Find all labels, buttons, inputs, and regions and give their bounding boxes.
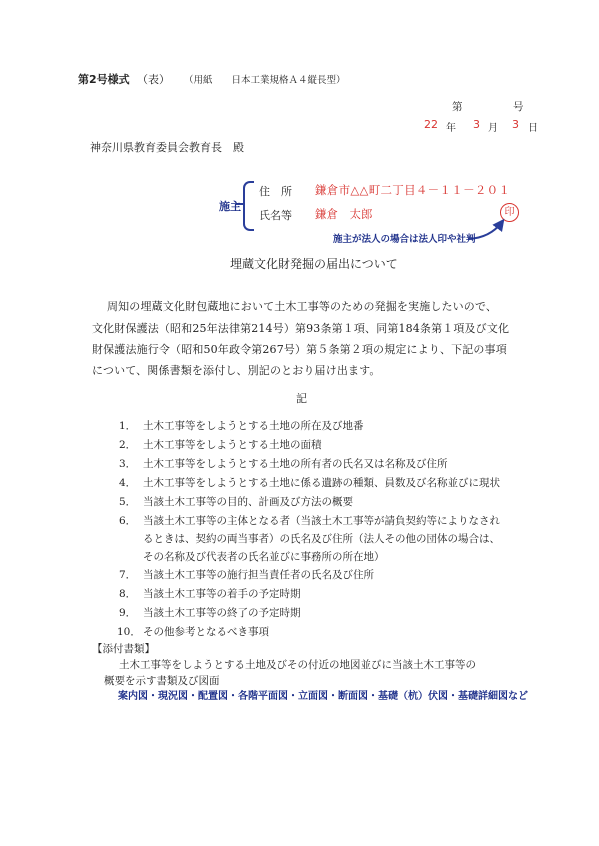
ki-heading: 記 — [296, 392, 307, 405]
item-text-continued: その名称及び代表者の氏名並びに事務所の所在地） — [143, 551, 385, 563]
item-number: 5． — [119, 496, 137, 508]
doc-number-gou: 号 — [513, 101, 524, 113]
item-number: 2． — [119, 439, 137, 451]
item-text: 土木工事等をしようとする土地の所在及び地番 — [143, 420, 364, 432]
item-text: 当該土木工事等の目的、計画及び方法の概要 — [143, 496, 353, 508]
doc-number-dai: 第 — [452, 101, 463, 113]
item-number: 3． — [119, 458, 137, 470]
date-day: 3 — [512, 118, 519, 131]
addressee: 神奈川県教育委員会教育長 殿 — [90, 141, 244, 154]
seal-note: 施主が法人の場合は法人印や社判 — [333, 234, 476, 245]
date-year-unit: 年 — [446, 123, 456, 134]
item-text: 土木工事等をしようとする土地の面積 — [143, 439, 322, 451]
attachments-line-1: 土木工事等をしようとする土地及びその付近の地図並びに当該土木工事等の — [119, 659, 476, 671]
item-number: 8． — [119, 588, 137, 600]
attachments-heading: 【添付書類】 — [92, 643, 155, 655]
item-text-continued: るときは、契約の両当事者）の氏名及び住所（法人その他の団体の場合は、 — [143, 533, 500, 545]
name-value: 鎌倉 太郎 — [315, 207, 373, 221]
item-text: その他参考となるべき事項 — [143, 626, 269, 638]
item-number: 7． — [119, 569, 137, 581]
date-month: 3 — [473, 118, 480, 131]
applicant-brace — [243, 181, 254, 231]
seal-mark: 印 — [500, 203, 519, 222]
address-label: 住 所 — [259, 185, 292, 198]
address-value: 鎌倉市△△町二丁目４－１１－２０１ — [315, 183, 511, 197]
item-text: 土木工事等をしようとする土地の所有者の氏名又は名称及び住所 — [143, 458, 448, 470]
document-title: 埋蔵文化財発掘の届出について — [230, 257, 398, 271]
applicant-label: 施主 — [219, 200, 241, 213]
attachments-line-2: 概要を示す書類及び図面 — [104, 675, 220, 687]
item-text: 当該土木工事等の終了の予定時期 — [143, 607, 301, 619]
item-number: 1． — [119, 420, 137, 432]
item-text: 当該土木工事等の施行担当責任者の氏名及び住所 — [143, 569, 374, 581]
date-day-unit: 日 — [528, 123, 538, 134]
body-line-2: 文化財保護法（昭和25年法律第214号）第93条第１項、同第184条第１項及び文化 — [92, 322, 510, 335]
date-year: 22 — [424, 118, 438, 131]
attachments-drawings-list: 案内図・現況図・配置図・各階平面図・立面図・断面図・基礎（杭）伏図・基礎詳細図など — [118, 691, 528, 702]
item-number: 6． — [119, 515, 137, 527]
item-number: 10． — [117, 626, 141, 638]
item-text: 当該土木工事等の着手の予定時期 — [143, 588, 301, 600]
item-text: 土木工事等をしようとする土地に係る遺跡の種類、員数及び名称並びに現状 — [143, 477, 500, 489]
form-number: 第2号様式 — [78, 73, 130, 86]
item-text: 当該土木工事等の主体となる者（当該土木工事等が請負契約等によりなされ — [143, 515, 500, 527]
form-side-label: （表） — [137, 73, 170, 86]
body-line-4: について、関係書類を添付し、別記のとおり届け出ます。 — [92, 364, 381, 377]
name-label: 氏名等 — [259, 209, 292, 222]
item-number: 9． — [119, 607, 137, 619]
body-line-1: 周知の埋蔵文化財包蔵地において土木工事等のための発掘を実施したいので、 — [107, 300, 498, 313]
paper-spec-note: （用紙 日本工業規格Ａ４縦長型） — [184, 75, 346, 86]
item-number: 4． — [119, 477, 137, 489]
date-month-unit: 月 — [488, 123, 498, 134]
body-line-3: 財保護法施行令（昭和50年政令第267号）第５条第２項の規定により、下記の事項 — [92, 343, 507, 356]
